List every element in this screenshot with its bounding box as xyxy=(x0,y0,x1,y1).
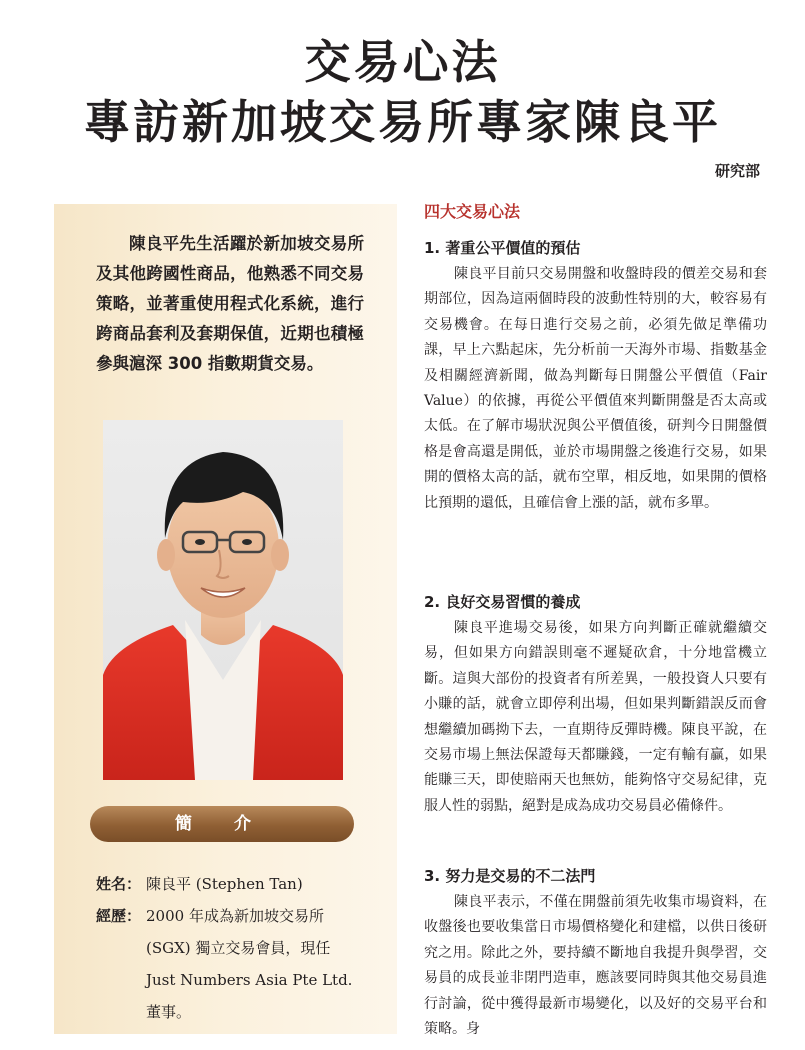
name-label: 姓名： xyxy=(96,875,142,893)
intro-paragraph: 陳良平先生活躍於新加坡交易所及其他跨國性商品，他熟悉不同交易策略，並著重使用程式化系統，進行跨商品套利及套期保值，近期也積極參與滬深 300 指數期貨交易。 xyxy=(96,234,364,373)
career-line: (SGX) 獨立交易會員，現任 xyxy=(146,939,331,957)
article-column xyxy=(424,200,767,1038)
section-body: 陳良平進場交易後，如果方向判斷正確就繼續交易，但如果方向錯誤則毫不遲疑砍倉，十分地當機立斷。這與大部份的投資者有所差異，一般投資人只要有小賺的話，就會立即停利出場，但如果判斷錯誤反而會想繼續加碼拗下去，一直期待反彈時機。陳良平說，在交易市場上無法保證每天都賺錢，一定有輸有贏，如果能賺三天，即使賠兩天也無妨，能夠恪守交易紀律，克服人性的弱點，絕對是成為成功交易員必備條件。 xyxy=(424,620,767,814)
name-value: 陳良平 (Stephen Tan) xyxy=(146,875,303,893)
career-line: 董事。 xyxy=(146,1003,192,1021)
section-title: 四大交易心法 xyxy=(424,202,521,221)
section-heading: 1. 著重公平價值的預估 xyxy=(424,239,581,257)
profile-career-row xyxy=(96,900,366,1028)
career-line: 2000 年成為新加坡交易所 xyxy=(146,907,324,925)
article-title-line-1: 交易心法 xyxy=(304,35,501,89)
career-label: 經歷： xyxy=(96,907,142,925)
section-heading: 2. 良好交易習慣的養成 xyxy=(424,593,581,611)
portrait-photo xyxy=(103,420,343,780)
article-section-2 xyxy=(424,590,767,819)
profile-details xyxy=(96,868,366,1028)
profile-name-row xyxy=(96,868,366,900)
profile-heading-banner: 簡 介 xyxy=(90,806,354,842)
career-line: Just Numbers Asia Pte Ltd. xyxy=(146,971,353,989)
article-section-1 xyxy=(424,236,767,516)
portrait-illustration xyxy=(103,420,343,780)
section-body: 陳良平目前只交易開盤和收盤時段的價差交易和套期部位，因為這兩個時段的波動性特別的大，較容易有交易機會。在每日進行交易之前，必須先做足準備功課，早上六點起床，先分析前一天海外市場、指數基金及相關經濟新聞，做為判斷每日開盤公平價值（Fair Value）的依據，再從公平價值來判斷開盤是否太高或太低。在了解市場狀況與公平價值後，研判今日開盤價格是會高還是開低，並於市場開盤之後進行交易，如果開的價格太高的話，就布空單，相反地，如果開的價格比預期的還低，且確信會上漲的話，就布多單。 xyxy=(424,266,767,511)
article-title-line-2: 專訪新加坡交易所專家陳良平 xyxy=(84,95,721,149)
career-value xyxy=(146,900,366,1028)
department-label: 研究部 xyxy=(714,162,760,180)
section-body: 陳良平表示，不僅在開盤前須先收集市場資料，在收盤後也要收集當日市場價格變化和建檔，以供日後研究之用。除此之外，要持續不斷地自我提升與學習，交易員的成長並非閉門造車，應該要同時與其他交易員進行討論，從中獲得最新市場變化，以及好的交易平台和策略。身 xyxy=(424,894,767,1038)
article-section-3 xyxy=(424,864,767,1042)
section-heading: 3. 努力是交易的不二法門 xyxy=(424,867,596,885)
